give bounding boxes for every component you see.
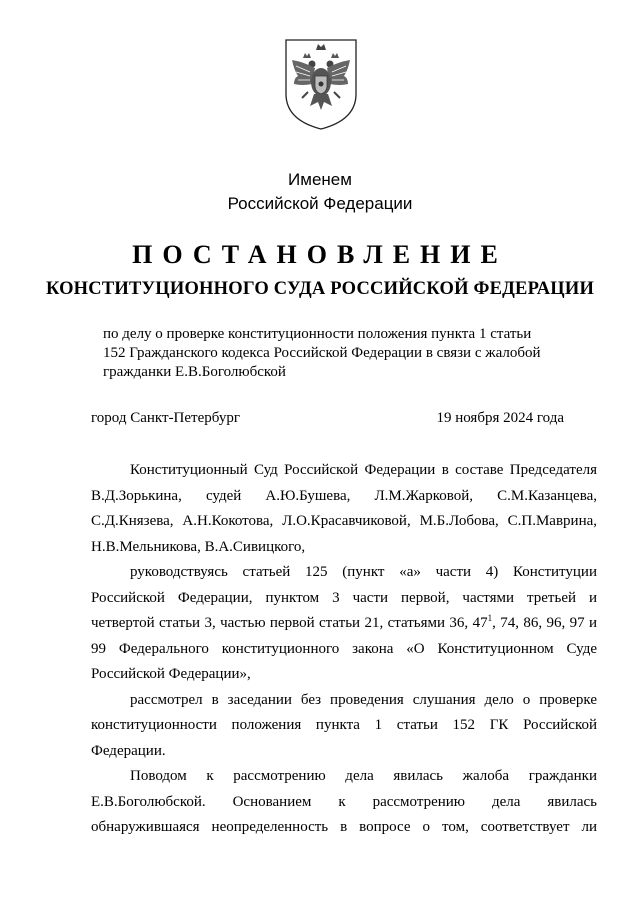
body-line-part: четвертой статьи 3, частью первой статьи 21, статьями 36, 47 — [91, 615, 488, 631]
case-description — [103, 325, 563, 382]
body-line: руководствуясь статьей 125 (пункт «а» части 4) Конституции — [130, 564, 597, 580]
body-text — [91, 458, 597, 841]
document-title: ПОСТАНОВЛЕНИЕ — [132, 240, 508, 269]
body-line: рассмотрел в заседании без проведения слушания дело о проверке — [130, 691, 597, 708]
body-line: Е.В.Боголюбской. Основанием к рассмотрению дела явилась — [91, 793, 597, 810]
body-line: Поводом к рассмотрению дела явилась жалоба гражданки — [130, 768, 597, 784]
header-in-the-name: Именем — [288, 170, 352, 189]
body-line: обнаружившаяся неопределенность в вопросе о том, соответствует ли — [91, 819, 597, 835]
body-line: Российской Федерации», — [91, 666, 251, 682]
case-line: по делу о проверке конституционности положения пункта 1 статьи — [103, 326, 532, 342]
body-line: В.Д.Зорькина, судей А.Ю.Бушева, Л.М.Жарковой, С.М.Казанцева, — [91, 487, 597, 504]
body-line-part: , 74, 86, 96, 97 и — [492, 615, 597, 631]
header-russian-federation: Российской Федерации — [227, 194, 413, 213]
body-line: конституционности положения пункта 1 статьи 152 ГК Российской — [91, 717, 597, 733]
case-line: 152 Гражданского кодекса Российской Федерации в связи с жалобой — [103, 345, 541, 361]
date: 19 ноября 2024 года — [436, 410, 564, 426]
body-line: Конституционный Суд Российской Федерации в составе Председателя — [130, 462, 597, 478]
superscript-footnote: 1 — [487, 613, 493, 623]
body-line: Н.В.Мельникова, В.А.Сивицкого, — [91, 538, 306, 555]
body-line-footnoted — [91, 611, 597, 637]
coat-of-arms-emblem-icon — [282, 36, 360, 132]
city: город Санкт-Петербург — [91, 410, 240, 426]
body-line: С.Д.Князева, А.Н.Кокотова, Л.О.Красавчиковой, М.Б.Лобова, С.П.Маврина, — [91, 513, 597, 529]
body-line: Российской Федерации, пунктом 3 части первой, частями третьей и — [91, 589, 597, 606]
body-line: 99 Федерального конституционного закона «О Конституционном Суде — [91, 640, 597, 657]
case-line: гражданки Е.В.Боголюбской — [103, 364, 286, 380]
document-subtitle: КОНСТИТУЦИОННОГО СУДА РОССИЙСКОЙ ФЕДЕРАЦИИ — [45, 279, 595, 299]
body-line: Федерации. — [91, 742, 166, 759]
